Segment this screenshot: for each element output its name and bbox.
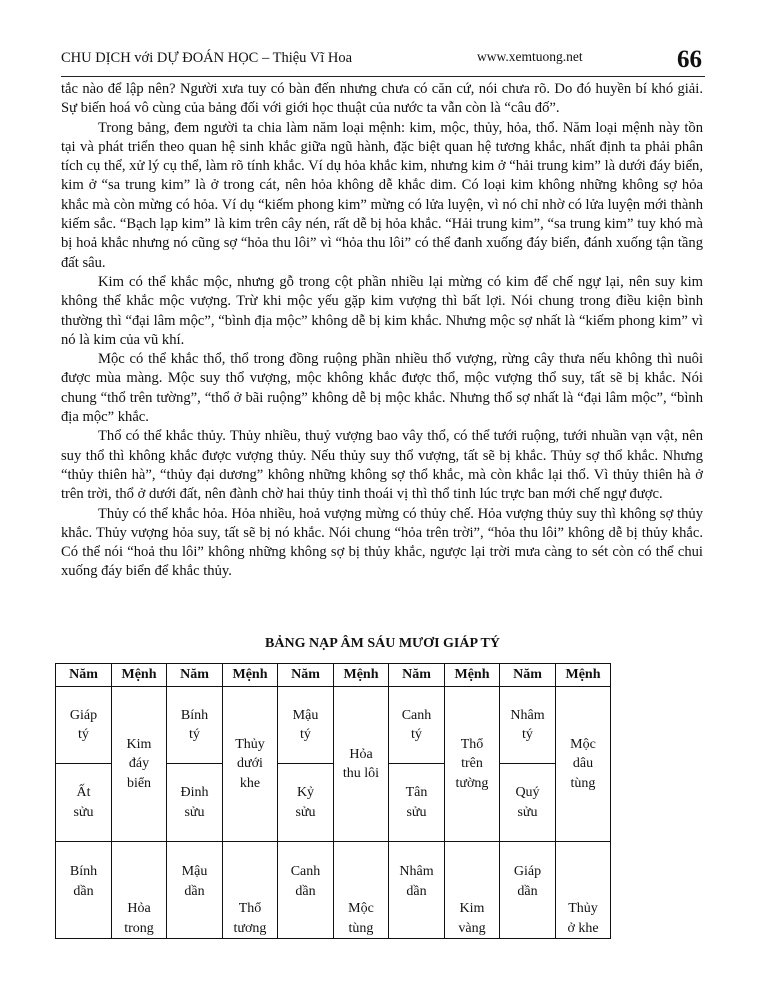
year-cell: Giáp dần	[500, 842, 556, 939]
col-header-destiny: Mệnh	[334, 664, 389, 687]
destiny-cell: Thủy dưới khe	[223, 687, 278, 842]
body-text	[61, 80, 703, 582]
col-header-year: Năm	[56, 664, 112, 687]
year-cell: Canh dần	[278, 842, 334, 939]
year-cell: Kỷ sửu	[278, 764, 334, 842]
year-cell: Canh tý	[389, 687, 445, 764]
year-cell: Bính dần	[56, 842, 112, 939]
year-cell: Bính tý	[167, 687, 223, 764]
paragraph: Thổ có thể khắc thủy. Thủy nhiều, thuỷ vượng bao vây thổ, có thể tưới ruộng, tưới nhuần vạn vật, nên suy thổ thì không khắc được vượng thủy. Nếu thủy suy thổ vượng, tất sẽ bị khắc. Thủy sợ thổ khắc. Nhưng “thủy thiên hà”, “thủy đại dương” không những không sợ thổ khắc, mà còn khắc lại thổ. Vì thủy thiên hà ở trên trời, thổ ở dưới đất, nên đành chờ hai thủy tinh thoái vị thì thổ tinh lúc trực ban mới chế ngự được.	[61, 428, 703, 503]
book-title: CHU DỊCH với DỰ ĐOÁN HỌC – Thiệu Vĩ Hoa	[61, 50, 353, 66]
header-row	[56, 664, 611, 687]
destiny-cell: Mộc tùng	[334, 842, 389, 939]
nap-am-table	[55, 663, 611, 939]
paragraph: Thủy có thể khắc hỏa. Hỏa nhiều, hoả vượng mừng có thủy chế. Hỏa vượng thủy suy thì không sợ thủy khắc. Thủy vượng hỏa suy, tất sẽ bị nó khắc. Nói chung “hỏa trên trời”, “hỏa thu lôi” không dễ bị thủy khắc. Có thể nói “hoả thu lôi” không những không sợ bị thủy khắc, ngược lại trời mưa càng to sét còn có thể chui xuống đáy biển để khắc thủy.	[61, 505, 703, 580]
page-header	[61, 46, 705, 77]
destiny-cell: Hỏa trong	[112, 842, 167, 939]
destiny-cell: Kim đáy biển	[112, 687, 167, 842]
col-header-destiny: Mệnh	[223, 664, 278, 687]
destiny-cell: Thủy ở khe	[556, 842, 611, 939]
year-cell: Nhâm dần	[389, 842, 445, 939]
page-number: 66	[677, 46, 702, 73]
year-cell: Đinh sửu	[167, 764, 223, 842]
paragraph: tắc nào để lập nên? Người xưa tuy có bàn đến nhưng chưa có căn cứ, nói chưa rõ. Do đó huyền bí khó giải. Sự biến hoá vô cùng của bảng đối với giới học thuật của nước ta vẫn còn là “câu đố”.	[61, 81, 703, 117]
destiny-cell: Hỏa thu lôi	[334, 687, 389, 842]
year-cell: Ất sửu	[56, 764, 112, 842]
table-title: BẢNG NẠP ÂM SÁU MƯƠI GIÁP TÝ	[265, 636, 500, 651]
destiny-cell: Mộc dâu tùng	[556, 687, 611, 842]
col-header-destiny: Mệnh	[556, 664, 611, 687]
destiny-cell: Thổ tương	[223, 842, 278, 939]
year-cell: Quý sửu	[500, 764, 556, 842]
col-header-year: Năm	[167, 664, 223, 687]
year-cell: Giáp tý	[56, 687, 112, 764]
col-header-year: Năm	[278, 664, 334, 687]
table-row	[56, 842, 611, 939]
paragraph: Trong bảng, đem người ta chia làm năm loại mệnh: kim, mộc, thủy, hỏa, thổ. Năm loại mệnh này tồn tại và phát triển theo quan hệ sinh khắc giữa ngũ hành, đặc biệt quan hệ tương khắc, nhất định ta phải phân tích cụ thể, xử lý cụ thể, làm rõ tính khắc. Ví dụ hỏa khắc kim, nhưng kim ở “hải trung kim” là dưới đáy biển, kim ở “sa trung kim” là ở trong cát, nên hỏa không dễ khắc dim. Có loại kim không những không sợ hỏa khắc mà còn mừng có hỏa. Ví dụ “kiếm phong kim” mừng có lửa luyện, vì nó chỉ nhờ có lửa luyện mới thành kiếm sắc. “Bạch lạp kim” là kim trên cây nén, rất dễ bị hỏa khắc. “Hải trung kim”, “sa trung kim” tuy khó mà bị hoả khắc nhưng nó cũng sợ “hỏa thu lôi” vì “hỏa thu lôi” có thể đanh xuống đáy biển, đánh xuống tận tầng đất sâu.	[61, 119, 703, 271]
destiny-cell: Kim vàng	[445, 842, 500, 939]
year-cell: Nhâm tý	[500, 687, 556, 764]
website-url[interactable]: www.xemtuong.net	[477, 49, 583, 64]
col-header-year: Năm	[389, 664, 445, 687]
year-cell: Tân sửu	[389, 764, 445, 842]
table-row	[56, 687, 611, 764]
col-header-year: Năm	[500, 664, 556, 687]
col-header-destiny: Mệnh	[445, 664, 500, 687]
year-cell: Mậu dần	[167, 842, 223, 939]
year-cell: Mậu tý	[278, 687, 334, 764]
col-header-destiny: Mệnh	[112, 664, 167, 687]
paragraph: Kim có thể khắc mộc, nhưng gỗ trong cột phần nhiều lại mừng có kim để chế ngự lại, nên suy kim không thể khắc mộc vượng. Trừ khi mộc yếu gặp kim vượng thì bất lợi. Nói chung trong điều kiện bình thường thì “đại lâm mộc”, “bình địa mộc” không dễ bị kim khắc. Nhưng mộc sợ nhất là “kiếm phong kim” vì nó là kim của vũ khí.	[61, 273, 703, 348]
paragraph: Mộc có thể khắc thổ, thổ trong đồng ruộng phần nhiều thổ vượng, rừng cây thưa nếu không thì nuôi được mùa màng. Mộc suy thổ vượng, mộc không khắc được thổ, mộc vượng thổ suy, tất sẽ bị khắc. Nói chung “thổ trên tường”, “thổ ở bãi ruộng” không dễ bị mộc khắc. Nhưng thổ sợ nhất là “đại lâm mộc”, “bình địa mộc” khắc.	[61, 351, 703, 426]
destiny-cell: Thổ trên tường	[445, 687, 500, 842]
